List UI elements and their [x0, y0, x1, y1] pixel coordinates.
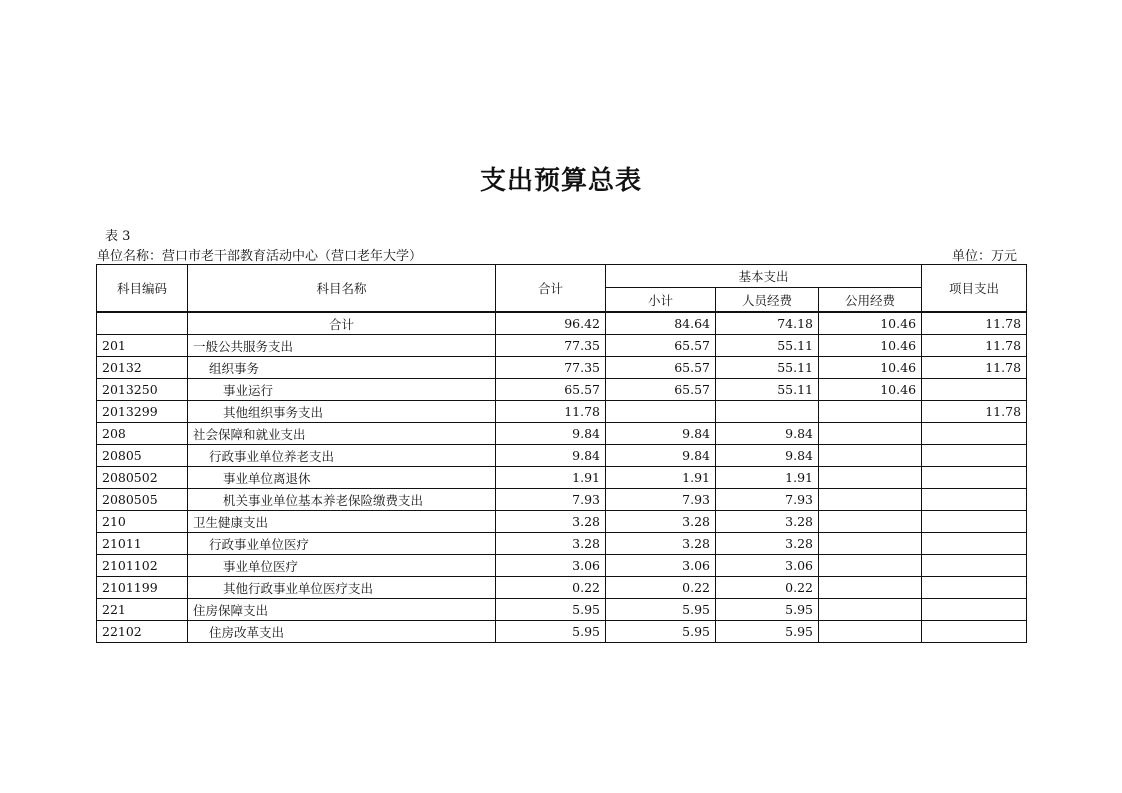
cell-personnel: 5.95	[716, 621, 819, 643]
cell-personnel: 55.11	[716, 357, 819, 379]
cell-project	[922, 423, 1027, 445]
table-row	[97, 577, 1027, 599]
cell-personnel: 5.95	[716, 599, 819, 621]
cell-code	[97, 312, 188, 335]
table-row	[97, 335, 1027, 357]
cell-name: 组织事务	[188, 357, 496, 379]
cell-subtotal: 9.84	[606, 445, 716, 467]
cell-code: 2013299	[97, 401, 188, 423]
cell-subtotal: 5.95	[606, 599, 716, 621]
table-row	[97, 379, 1027, 401]
cell-public	[819, 511, 922, 533]
header-basic: 基本支出	[606, 265, 922, 288]
header-project: 项目支出	[922, 265, 1027, 313]
header-personnel: 人员经费	[716, 288, 819, 312]
cell-total: 77.35	[496, 357, 606, 379]
cell-project	[922, 621, 1027, 643]
cell-subtotal: 65.57	[606, 335, 716, 357]
cell-project	[922, 445, 1027, 467]
table-row	[97, 445, 1027, 467]
cell-subtotal	[606, 401, 716, 423]
budget-table	[96, 264, 1027, 643]
table-row	[97, 489, 1027, 511]
cell-project: 11.78	[922, 357, 1027, 379]
table-row	[97, 511, 1027, 533]
cell-personnel: 1.91	[716, 467, 819, 489]
cell-public: 10.46	[819, 357, 922, 379]
page-title: 支出预算总表	[479, 166, 642, 196]
cell-public	[819, 489, 922, 511]
cell-subtotal: 1.91	[606, 467, 716, 489]
cell-project	[922, 533, 1027, 555]
currency-unit: 单位：万元	[951, 249, 1017, 264]
table-header	[97, 265, 1027, 313]
cell-total: 3.28	[496, 533, 606, 555]
cell-subtotal: 3.28	[606, 533, 716, 555]
table-row	[97, 423, 1027, 445]
cell-project	[922, 379, 1027, 401]
cell-total: 3.28	[496, 511, 606, 533]
header-code: 科目编码	[97, 265, 188, 313]
cell-public	[819, 423, 922, 445]
cell-total: 1.91	[496, 467, 606, 489]
cell-total: 65.57	[496, 379, 606, 401]
cell-name: 事业单位离退休	[188, 467, 496, 489]
header-subtotal: 小计	[606, 288, 716, 312]
cell-total: 0.22	[496, 577, 606, 599]
cell-project	[922, 599, 1027, 621]
table-row	[97, 467, 1027, 489]
cell-total: 11.78	[496, 401, 606, 423]
cell-name: 事业运行	[188, 379, 496, 401]
cell-project: 11.78	[922, 335, 1027, 357]
cell-name: 一般公共服务支出	[188, 335, 496, 357]
cell-public	[819, 401, 922, 423]
cell-subtotal: 9.84	[606, 423, 716, 445]
cell-name: 住房改革支出	[188, 621, 496, 643]
cell-personnel: 7.93	[716, 489, 819, 511]
cell-name: 机关事业单位基本养老保险缴费支出	[188, 489, 496, 511]
cell-project	[922, 489, 1027, 511]
header-public: 公用经费	[819, 288, 922, 312]
cell-subtotal: 65.57	[606, 357, 716, 379]
cell-personnel: 0.22	[716, 577, 819, 599]
cell-total: 7.93	[496, 489, 606, 511]
cell-code: 2101199	[97, 577, 188, 599]
cell-public: 10.46	[819, 335, 922, 357]
cell-public	[819, 621, 922, 643]
cell-public	[819, 445, 922, 467]
cell-code: 221	[97, 599, 188, 621]
cell-personnel: 74.18	[716, 312, 819, 335]
cell-personnel	[716, 401, 819, 423]
cell-personnel: 55.11	[716, 335, 819, 357]
cell-code: 2101102	[97, 555, 188, 577]
cell-code: 21011	[97, 533, 188, 555]
cell-name: 其他组织事务支出	[188, 401, 496, 423]
cell-subtotal: 84.64	[606, 312, 716, 335]
cell-public: 10.46	[819, 379, 922, 401]
cell-public	[819, 599, 922, 621]
cell-project: 11.78	[922, 401, 1027, 423]
cell-subtotal: 5.95	[606, 621, 716, 643]
unit-name: 单位名称：营口市老干部教育活动中心（营口老年大学）	[97, 249, 423, 264]
table-row	[97, 533, 1027, 555]
cell-public	[819, 467, 922, 489]
cell-code: 2080502	[97, 467, 188, 489]
cell-public: 10.46	[819, 312, 922, 335]
cell-public	[819, 555, 922, 577]
table-body	[97, 312, 1027, 643]
cell-public	[819, 533, 922, 555]
cell-code: 22102	[97, 621, 188, 643]
cell-public	[819, 577, 922, 599]
cell-code: 201	[97, 335, 188, 357]
cell-name: 社会保障和就业支出	[188, 423, 496, 445]
cell-personnel: 9.84	[716, 423, 819, 445]
table-row	[97, 357, 1027, 379]
cell-project	[922, 555, 1027, 577]
cell-subtotal: 0.22	[606, 577, 716, 599]
cell-code: 2013250	[97, 379, 188, 401]
table-row	[97, 401, 1027, 423]
cell-code: 2080505	[97, 489, 188, 511]
cell-personnel: 9.84	[716, 445, 819, 467]
unit-info-line	[97, 245, 1017, 264]
cell-total: 3.06	[496, 555, 606, 577]
cell-code: 208	[97, 423, 188, 445]
cell-name: 行政事业单位医疗	[188, 533, 496, 555]
cell-subtotal: 3.06	[606, 555, 716, 577]
cell-name: 住房保障支出	[188, 599, 496, 621]
table-number: 表 3	[105, 229, 131, 244]
cell-name: 其他行政事业单位医疗支出	[188, 577, 496, 599]
table-row	[97, 555, 1027, 577]
table-row	[97, 599, 1027, 621]
cell-personnel: 3.28	[716, 533, 819, 555]
cell-name: 行政事业单位养老支出	[188, 445, 496, 467]
cell-total: 9.84	[496, 445, 606, 467]
cell-total: 77.35	[496, 335, 606, 357]
table-row	[97, 621, 1027, 643]
cell-total: 5.95	[496, 599, 606, 621]
header-name: 科目名称	[188, 265, 496, 313]
cell-total: 96.42	[496, 312, 606, 335]
cell-name: 事业单位医疗	[188, 555, 496, 577]
cell-project	[922, 577, 1027, 599]
cell-subtotal: 3.28	[606, 511, 716, 533]
cell-total: 9.84	[496, 423, 606, 445]
cell-subtotal: 7.93	[606, 489, 716, 511]
table-row-total	[97, 312, 1027, 335]
cell-code: 210	[97, 511, 188, 533]
cell-personnel: 3.28	[716, 511, 819, 533]
cell-project: 11.78	[922, 312, 1027, 335]
cell-name: 合计	[188, 312, 496, 335]
cell-project	[922, 511, 1027, 533]
cell-personnel: 3.06	[716, 555, 819, 577]
cell-code: 20132	[97, 357, 188, 379]
cell-personnel: 55.11	[716, 379, 819, 401]
header-total: 合计	[496, 265, 606, 313]
cell-name: 卫生健康支出	[188, 511, 496, 533]
cell-project	[922, 467, 1027, 489]
cell-total: 5.95	[496, 621, 606, 643]
cell-code: 20805	[97, 445, 188, 467]
cell-subtotal: 65.57	[606, 379, 716, 401]
